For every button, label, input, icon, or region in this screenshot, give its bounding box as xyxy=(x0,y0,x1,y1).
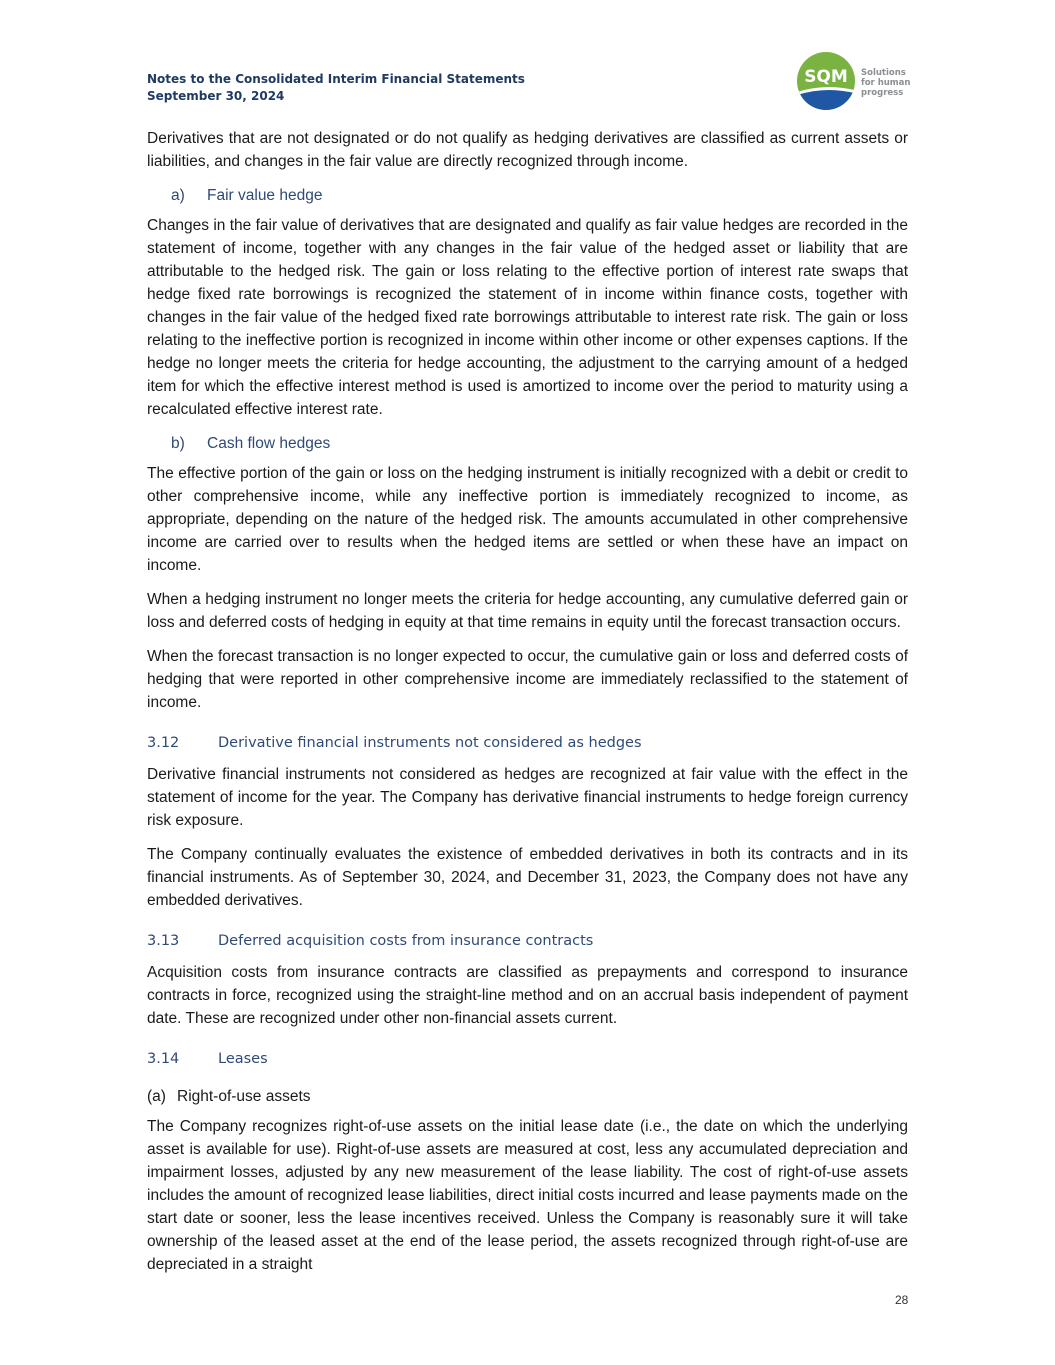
logo-tagline-line1: Solutions xyxy=(861,68,906,78)
page-number: 28 xyxy=(895,1293,909,1307)
section-3-12-paragraph-1: Derivative financial instruments not considered as hedges are recognized at fair value with the effect in the statement of income for the year. The Company has derivative financial instruments to hedge foreign currency risk exposure. xyxy=(147,766,908,829)
right-of-use-paragraph: The Company recognizes right-of-use assets on the initial lease date (i.e., the date on which the underlying asset is available for use). Right-of-use assets are measured at cost, less any accumulated depreciation and impairment losses, adjusted by any new measurement of the lease liability. The cost of right-of-use assets includes the amount of recognized lease liabilities, direct initial costs incurred and lease payments made on the start date or sooner, less the lease incentives received. Unless the Company is reasonably sure it will take ownership of the leased asset at the end of the lease period, the assets recognized through right-of-use are depreciated in a straight xyxy=(147,1118,908,1273)
subheading-right-of-use-assets xyxy=(147,1085,908,1108)
section-title: Derivative financial instruments not considered as hedges xyxy=(218,735,642,751)
document-header xyxy=(147,71,525,105)
fair-value-hedge-paragraph: Changes in the fair value of derivatives that are designated and qualify as fair value hedges are recorded in the statement of income, together with any changes in the fair value of the hedged asset or liability that are attributable to the hedged risk. The gain or loss relating to the effective portion of interest rate swaps that hedge fixed rate borrowings is recognized the statement of in income within finance costs, together with changes in the fair value of the hedged fixed rate borrowings attributable to interest rate risk. The gain or loss relating to the ineffective portion is recognized in income within other income or other expenses captions. If the hedge no longer meets the criteria for hedge accounting, the adjustment to the carrying amount of a hedged item for which the effective interest method is used is amortized to income over the period to maturity using a recalculated effective interest rate. xyxy=(147,217,908,418)
logo-tagline xyxy=(861,68,910,98)
section-heading-3-13 xyxy=(147,930,908,953)
section-number: 3.13 xyxy=(147,933,180,949)
subheading-fair-value-hedge xyxy=(147,184,908,207)
logo-tagline-line3: progress xyxy=(861,88,904,98)
subheading-title: Right-of-use assets xyxy=(177,1088,311,1105)
document-body xyxy=(147,127,908,1287)
section-number: 3.14 xyxy=(147,1051,180,1067)
intro-paragraph: Derivatives that are not designated or do not qualify as hedging derivatives are classified as current assets or liabilities, and changes in the fair value are directly recognized through income. xyxy=(147,130,908,170)
sqm-logo-mark xyxy=(796,51,858,111)
subheading-cash-flow-hedges xyxy=(147,432,908,455)
section-title: Leases xyxy=(218,1051,268,1067)
subheading-label: b) xyxy=(171,435,185,452)
subheading-label: (a) xyxy=(147,1088,166,1105)
logo-wordmark: SQM xyxy=(804,67,848,87)
cash-flow-paragraph-3: When the forecast transaction is no longer expected to occur, the cumulative gain or loss and deferred costs of hedging that were reported in other comprehensive income are immediately reclassified to the statement of income. xyxy=(147,648,908,711)
subheading-title: Fair value hedge xyxy=(207,187,323,204)
logo-tagline-line2: for human xyxy=(861,78,911,88)
subheading-label: a) xyxy=(171,187,185,204)
header-date: September 30, 2024 xyxy=(147,89,285,103)
subheading-title: Cash flow hedges xyxy=(207,435,331,452)
section-number: 3.12 xyxy=(147,735,180,751)
header-title: Notes to the Consolidated Interim Financial Statements xyxy=(147,72,525,86)
section-heading-3-12 xyxy=(147,732,908,755)
section-title: Deferred acquisition costs from insurance contracts xyxy=(218,933,594,949)
section-3-12-paragraph-2: The Company continually evaluates the existence of embedded derivatives in both its contracts and in its financial instruments. As of September 30, 2024, and December 31, 2023, the Company does not have any embedded derivatives. xyxy=(147,846,908,909)
section-3-13-paragraph: Acquisition costs from insurance contracts are classified as prepayments and correspond to insurance contracts in force, recognized using the straight-line method and on an accrual basis independent of payment date. These are recognized under other non-financial assets current. xyxy=(147,964,908,1027)
section-heading-3-14 xyxy=(147,1048,908,1071)
sqm-logo xyxy=(796,51,911,111)
cash-flow-paragraph-1: The effective portion of the gain or loss on the hedging instrument is initially recognized with a debit or credit to other comprehensive income, while any ineffective portion is immediately recognized to income, as appropriate, depending on the nature of the hedged risk. The amounts accumulated in other comprehensive income are carried over to results when the hedged items are settled or when these have an impact on income. xyxy=(147,465,908,574)
cash-flow-paragraph-2: When a hedging instrument no longer meets the criteria for hedge accounting, any cumulative deferred gain or loss and deferred costs of hedging in equity at that time remains in equity until the forecast transaction occurs. xyxy=(147,591,908,631)
